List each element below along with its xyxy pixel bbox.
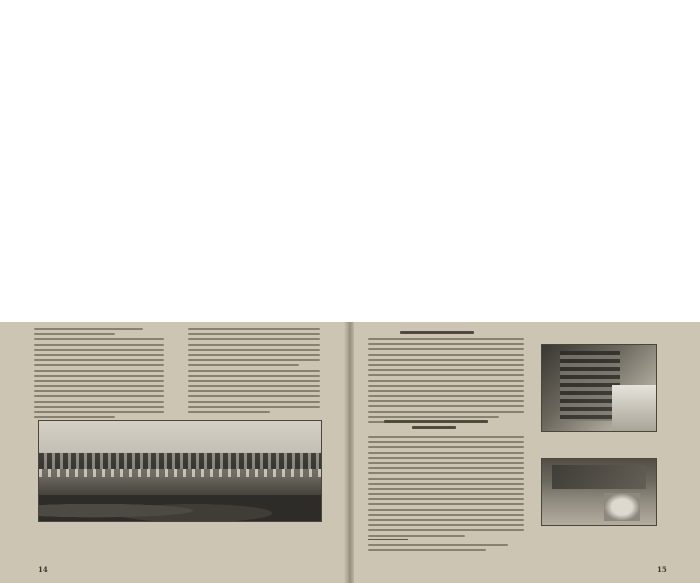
section-heading-2 <box>384 420 488 423</box>
left-text-column-1 <box>34 328 164 421</box>
dam-photograph <box>38 420 322 522</box>
footnote-text <box>368 544 508 554</box>
footnote-rule <box>368 539 408 540</box>
foreground-rocks <box>39 495 321 521</box>
channel-slab <box>552 465 646 489</box>
right-text-block-2 <box>368 436 524 540</box>
channel-water <box>604 493 640 521</box>
section-heading-2-line-2 <box>412 426 456 429</box>
left-page <box>0 322 346 583</box>
open-book-scan <box>0 322 700 583</box>
channel-photograph <box>541 458 657 526</box>
gate-water-flow <box>612 385 656 431</box>
page-number-left: 14 <box>38 565 48 574</box>
dam-water-spill <box>39 469 321 477</box>
gate-frame <box>560 351 620 421</box>
right-text-block-1 <box>368 338 524 426</box>
spillway-gate-photograph <box>541 344 657 432</box>
page-number-right: 15 <box>657 565 667 574</box>
left-text-column-2 <box>188 328 320 416</box>
section-heading-1 <box>400 331 474 334</box>
dam-spillway-structure <box>39 453 321 469</box>
